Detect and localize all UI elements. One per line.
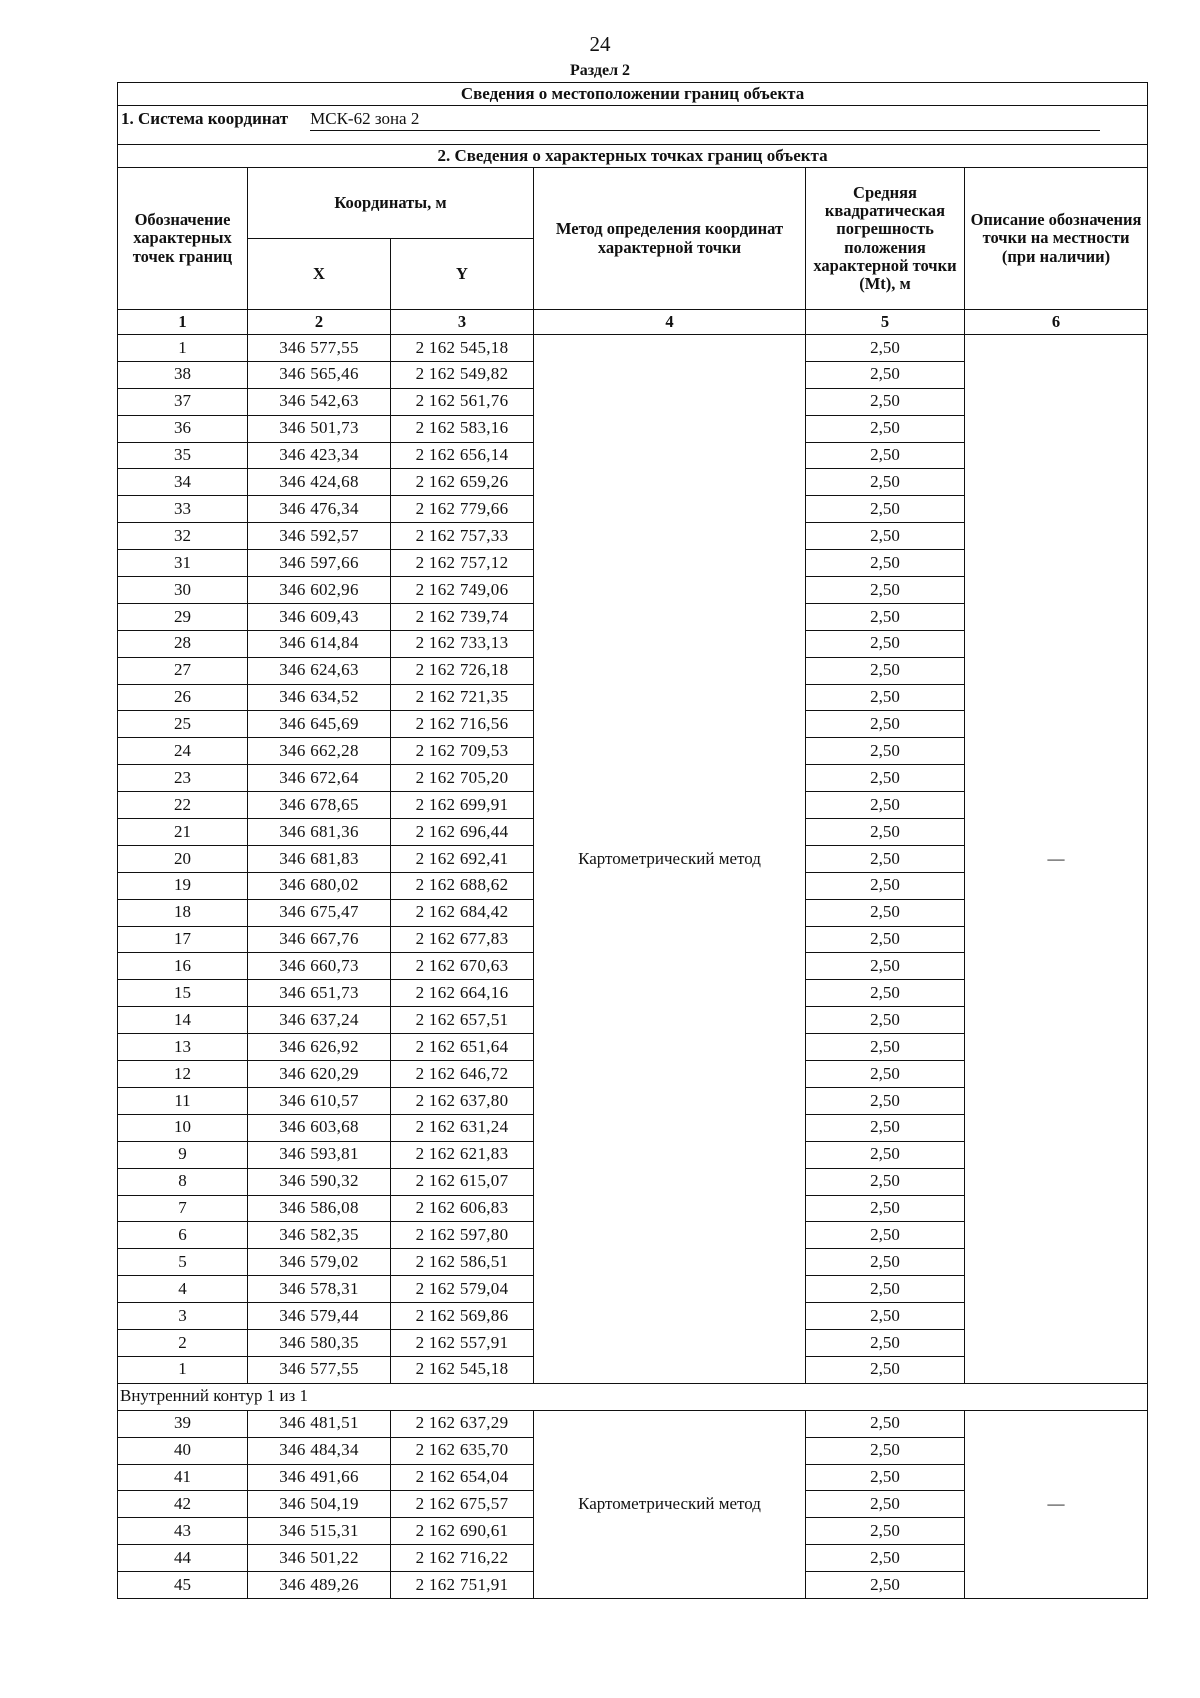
mean-error-cell: 2,50	[806, 1572, 965, 1599]
x-coordinate-cell: 346 489,26	[248, 1572, 391, 1599]
point-id-cell: 8	[118, 1168, 248, 1195]
x-coordinate-cell: 346 501,73	[248, 415, 391, 442]
mean-error-cell: 2,50	[806, 1545, 965, 1572]
y-coordinate-cell: 2 162 709,53	[391, 738, 534, 765]
x-coordinate-cell: 346 579,44	[248, 1303, 391, 1330]
y-coordinate-cell: 2 162 670,63	[391, 953, 534, 980]
inner-contour-row	[118, 1383, 1148, 1410]
point-id-cell: 34	[118, 469, 248, 496]
x-coordinate-cell: 346 491,66	[248, 1464, 391, 1491]
y-coordinate-cell: 2 162 726,18	[391, 657, 534, 684]
mean-error-cell: 2,50	[806, 335, 965, 362]
mean-error-cell: 2,50	[806, 415, 965, 442]
point-id-cell: 17	[118, 926, 248, 953]
header-y: Y	[391, 239, 534, 310]
x-coordinate-cell: 346 662,28	[248, 738, 391, 765]
mean-error-cell: 2,50	[806, 523, 965, 550]
point-id-cell: 38	[118, 361, 248, 388]
x-coordinate-cell: 346 423,34	[248, 442, 391, 469]
point-id-cell: 23	[118, 765, 248, 792]
point-id-cell: 31	[118, 550, 248, 577]
mean-error-cell: 2,50	[806, 1410, 965, 1437]
y-coordinate-cell: 2 162 757,12	[391, 550, 534, 577]
y-coordinate-cell: 2 162 751,91	[391, 1572, 534, 1599]
mean-error-cell: 2,50	[806, 1464, 965, 1491]
mean-error-cell: 2,50	[806, 819, 965, 846]
boundary-table	[117, 82, 1148, 1599]
mean-error-cell: 2,50	[806, 845, 965, 872]
point-id-cell: 42	[118, 1491, 248, 1518]
y-coordinate-cell: 2 162 579,04	[391, 1276, 534, 1303]
point-id-cell: 41	[118, 1464, 248, 1491]
y-coordinate-cell: 2 162 664,16	[391, 980, 534, 1007]
y-coordinate-cell: 2 162 779,66	[391, 496, 534, 523]
y-coordinate-cell: 2 162 677,83	[391, 926, 534, 953]
table-row	[118, 1410, 1148, 1437]
mean-error-cell: 2,50	[806, 1141, 965, 1168]
point-id-cell: 12	[118, 1061, 248, 1088]
mean-error-cell: 2,50	[806, 361, 965, 388]
y-coordinate-cell: 2 162 692,41	[391, 845, 534, 872]
mean-error-cell: 2,50	[806, 1437, 965, 1464]
point-id-cell: 19	[118, 872, 248, 899]
y-coordinate-cell: 2 162 651,64	[391, 1034, 534, 1061]
x-coordinate-cell: 346 637,24	[248, 1007, 391, 1034]
point-id-cell: 37	[118, 388, 248, 415]
point-id-cell: 5	[118, 1249, 248, 1276]
page-number: 24	[589, 32, 611, 56]
table-title: Сведения о местоположении границ объекта	[118, 83, 1148, 106]
y-coordinate-cell: 2 162 569,86	[391, 1303, 534, 1330]
x-coordinate-cell: 346 626,92	[248, 1034, 391, 1061]
mean-error-cell: 2,50	[806, 496, 965, 523]
y-coordinate-cell: 2 162 696,44	[391, 819, 534, 846]
x-coordinate-cell: 346 660,73	[248, 953, 391, 980]
header-x: X	[248, 239, 391, 310]
point-id-cell: 6	[118, 1222, 248, 1249]
x-coordinate-cell: 346 484,34	[248, 1437, 391, 1464]
table-row	[118, 335, 1148, 362]
y-coordinate-cell: 2 162 615,07	[391, 1168, 534, 1195]
mean-error-cell: 2,50	[806, 738, 965, 765]
x-coordinate-cell: 346 620,29	[248, 1061, 391, 1088]
header-mean-error: Средняя квадратическая погрешность положения характерной точки (Mt), м	[806, 168, 965, 310]
x-coordinate-cell: 346 579,02	[248, 1249, 391, 1276]
x-coordinate-cell: 346 476,34	[248, 496, 391, 523]
x-coordinate-cell: 346 578,31	[248, 1276, 391, 1303]
y-coordinate-cell: 2 162 646,72	[391, 1061, 534, 1088]
point-id-cell: 3	[118, 1303, 248, 1330]
point-id-cell: 4	[118, 1276, 248, 1303]
mean-error-cell: 2,50	[806, 657, 965, 684]
y-coordinate-cell: 2 162 690,61	[391, 1518, 534, 1545]
mean-error-cell: 2,50	[806, 1356, 965, 1383]
point-id-cell: 10	[118, 1114, 248, 1141]
mean-error-cell: 2,50	[806, 442, 965, 469]
mean-error-cell: 2,50	[806, 603, 965, 630]
point-id-cell: 29	[118, 603, 248, 630]
y-coordinate-cell: 2 162 749,06	[391, 577, 534, 604]
mean-error-cell: 2,50	[806, 1114, 965, 1141]
point-id-cell: 25	[118, 711, 248, 738]
point-id-cell: 13	[118, 1034, 248, 1061]
point-id-cell: 26	[118, 684, 248, 711]
y-coordinate-cell: 2 162 637,80	[391, 1087, 534, 1114]
y-coordinate-cell: 2 162 545,18	[391, 335, 534, 362]
y-coordinate-cell: 2 162 716,56	[391, 711, 534, 738]
mean-error-cell: 2,50	[806, 1007, 965, 1034]
col-number: 5	[806, 310, 965, 335]
x-coordinate-cell: 346 667,76	[248, 926, 391, 953]
y-coordinate-cell: 2 162 757,33	[391, 523, 534, 550]
y-coordinate-cell: 2 162 606,83	[391, 1195, 534, 1222]
x-coordinate-cell: 346 610,57	[248, 1087, 391, 1114]
point-id-cell: 20	[118, 845, 248, 872]
x-coordinate-cell: 346 504,19	[248, 1491, 391, 1518]
x-coordinate-cell: 346 593,81	[248, 1141, 391, 1168]
y-coordinate-cell: 2 162 635,70	[391, 1437, 534, 1464]
y-coordinate-cell: 2 162 675,57	[391, 1491, 534, 1518]
y-coordinate-cell: 2 162 684,42	[391, 899, 534, 926]
y-coordinate-cell: 2 162 549,82	[391, 361, 534, 388]
x-coordinate-cell: 346 603,68	[248, 1114, 391, 1141]
point-id-cell: 21	[118, 819, 248, 846]
description-cell: —	[965, 335, 1148, 1384]
point-id-cell: 1	[118, 1356, 248, 1383]
point-id-cell: 35	[118, 442, 248, 469]
method-cell: Картометрический метод	[534, 1410, 806, 1598]
x-coordinate-cell: 346 580,35	[248, 1329, 391, 1356]
mean-error-cell: 2,50	[806, 1276, 965, 1303]
mean-error-cell: 2,50	[806, 684, 965, 711]
x-coordinate-cell: 346 501,22	[248, 1545, 391, 1572]
point-id-cell: 27	[118, 657, 248, 684]
y-coordinate-cell: 2 162 545,18	[391, 1356, 534, 1383]
y-coordinate-cell: 2 162 583,16	[391, 415, 534, 442]
point-id-cell: 24	[118, 738, 248, 765]
x-coordinate-cell: 346 614,84	[248, 630, 391, 657]
point-id-cell: 16	[118, 953, 248, 980]
x-coordinate-cell: 346 624,63	[248, 657, 391, 684]
point-id-cell: 1	[118, 335, 248, 362]
x-coordinate-cell: 346 675,47	[248, 899, 391, 926]
mean-error-cell: 2,50	[806, 1087, 965, 1114]
x-coordinate-cell: 346 586,08	[248, 1195, 391, 1222]
description-cell: —	[965, 1410, 1148, 1598]
x-coordinate-cell: 346 681,83	[248, 845, 391, 872]
x-coordinate-cell: 346 609,43	[248, 603, 391, 630]
x-coordinate-cell: 346 592,57	[248, 523, 391, 550]
x-coordinate-cell: 346 577,55	[248, 335, 391, 362]
y-coordinate-cell: 2 162 631,24	[391, 1114, 534, 1141]
mean-error-cell: 2,50	[806, 550, 965, 577]
mean-error-cell: 2,50	[806, 1195, 965, 1222]
point-id-cell: 40	[118, 1437, 248, 1464]
point-id-cell: 28	[118, 630, 248, 657]
mean-error-cell: 2,50	[806, 792, 965, 819]
x-coordinate-cell: 346 577,55	[248, 1356, 391, 1383]
x-coordinate-cell: 346 424,68	[248, 469, 391, 496]
mean-error-cell: 2,50	[806, 1168, 965, 1195]
x-coordinate-cell: 346 515,31	[248, 1518, 391, 1545]
mean-error-cell: 2,50	[806, 1518, 965, 1545]
point-id-cell: 30	[118, 577, 248, 604]
header-description: Описание обозначения точки на местности (при наличии)	[965, 168, 1148, 310]
y-coordinate-cell: 2 162 597,80	[391, 1222, 534, 1249]
mean-error-cell: 2,50	[806, 469, 965, 496]
x-coordinate-cell: 346 634,52	[248, 684, 391, 711]
y-coordinate-cell: 2 162 705,20	[391, 765, 534, 792]
mean-error-cell: 2,50	[806, 577, 965, 604]
point-id-cell: 18	[118, 899, 248, 926]
y-coordinate-cell: 2 162 716,22	[391, 1545, 534, 1572]
y-coordinate-cell: 2 162 557,91	[391, 1329, 534, 1356]
y-coordinate-cell: 2 162 659,26	[391, 469, 534, 496]
y-coordinate-cell: 2 162 733,13	[391, 630, 534, 657]
mean-error-cell: 2,50	[806, 1061, 965, 1088]
method-cell: Картометрический метод	[534, 335, 806, 1384]
mean-error-cell: 2,50	[806, 1034, 965, 1061]
x-coordinate-cell: 346 565,46	[248, 361, 391, 388]
mean-error-cell: 2,50	[806, 980, 965, 1007]
y-coordinate-cell: 2 162 688,62	[391, 872, 534, 899]
mean-error-cell: 2,50	[806, 711, 965, 738]
point-id-cell: 36	[118, 415, 248, 442]
y-coordinate-cell: 2 162 739,74	[391, 603, 534, 630]
header-coordinates: Координаты, м	[248, 168, 534, 239]
point-id-cell: 7	[118, 1195, 248, 1222]
y-coordinate-cell: 2 162 699,91	[391, 792, 534, 819]
section-title: Раздел 2	[569, 62, 631, 79]
points-title: 2. Сведения о характерных точках границ объекта	[118, 145, 1148, 168]
mean-error-cell: 2,50	[806, 1222, 965, 1249]
point-id-cell: 14	[118, 1007, 248, 1034]
point-id-cell: 22	[118, 792, 248, 819]
col-number: 6	[965, 310, 1148, 335]
y-coordinate-cell: 2 162 561,76	[391, 388, 534, 415]
y-coordinate-cell: 2 162 721,35	[391, 684, 534, 711]
point-id-cell: 39	[118, 1410, 248, 1437]
mean-error-cell: 2,50	[806, 899, 965, 926]
header-point-designation: Обозначение характерных точек границ	[118, 168, 248, 310]
col-number: 3	[391, 310, 534, 335]
coordinate-system-row	[118, 106, 1148, 145]
x-coordinate-cell: 346 651,73	[248, 980, 391, 1007]
inner-contour-label: Внутренний контур 1 из 1	[118, 1383, 1148, 1410]
x-coordinate-cell: 346 597,66	[248, 550, 391, 577]
point-id-cell: 43	[118, 1518, 248, 1545]
x-coordinate-cell: 346 590,32	[248, 1168, 391, 1195]
point-id-cell: 11	[118, 1087, 248, 1114]
header-method: Метод определения координат характерной точки	[534, 168, 806, 310]
coordinate-system-value: МСК-62 зона 2	[310, 110, 1100, 131]
mean-error-cell: 2,50	[806, 926, 965, 953]
mean-error-cell: 2,50	[806, 630, 965, 657]
mean-error-cell: 2,50	[806, 1303, 965, 1330]
mean-error-cell: 2,50	[806, 388, 965, 415]
y-coordinate-cell: 2 162 621,83	[391, 1141, 534, 1168]
x-coordinate-cell: 346 582,35	[248, 1222, 391, 1249]
y-coordinate-cell: 2 162 654,04	[391, 1464, 534, 1491]
x-coordinate-cell: 346 602,96	[248, 577, 391, 604]
x-coordinate-cell: 346 678,65	[248, 792, 391, 819]
x-coordinate-cell: 346 681,36	[248, 819, 391, 846]
x-coordinate-cell: 346 672,64	[248, 765, 391, 792]
point-id-cell: 33	[118, 496, 248, 523]
coordinate-system-label: 1. Система координат	[121, 109, 289, 128]
point-id-cell: 45	[118, 1572, 248, 1599]
mean-error-cell: 2,50	[806, 1491, 965, 1518]
mean-error-cell: 2,50	[806, 765, 965, 792]
point-id-cell: 15	[118, 980, 248, 1007]
y-coordinate-cell: 2 162 657,51	[391, 1007, 534, 1034]
point-id-cell: 9	[118, 1141, 248, 1168]
x-coordinate-cell: 346 481,51	[248, 1410, 391, 1437]
x-coordinate-cell: 346 680,02	[248, 872, 391, 899]
point-id-cell: 32	[118, 523, 248, 550]
mean-error-cell: 2,50	[806, 1329, 965, 1356]
col-number: 4	[534, 310, 806, 335]
mean-error-cell: 2,50	[806, 1249, 965, 1276]
point-id-cell: 2	[118, 1329, 248, 1356]
x-coordinate-cell: 346 645,69	[248, 711, 391, 738]
col-number: 1	[118, 310, 248, 335]
y-coordinate-cell: 2 162 656,14	[391, 442, 534, 469]
mean-error-cell: 2,50	[806, 872, 965, 899]
y-coordinate-cell: 2 162 637,29	[391, 1410, 534, 1437]
point-id-cell: 44	[118, 1545, 248, 1572]
y-coordinate-cell: 2 162 586,51	[391, 1249, 534, 1276]
col-number: 2	[248, 310, 391, 335]
mean-error-cell: 2,50	[806, 953, 965, 980]
x-coordinate-cell: 346 542,63	[248, 388, 391, 415]
